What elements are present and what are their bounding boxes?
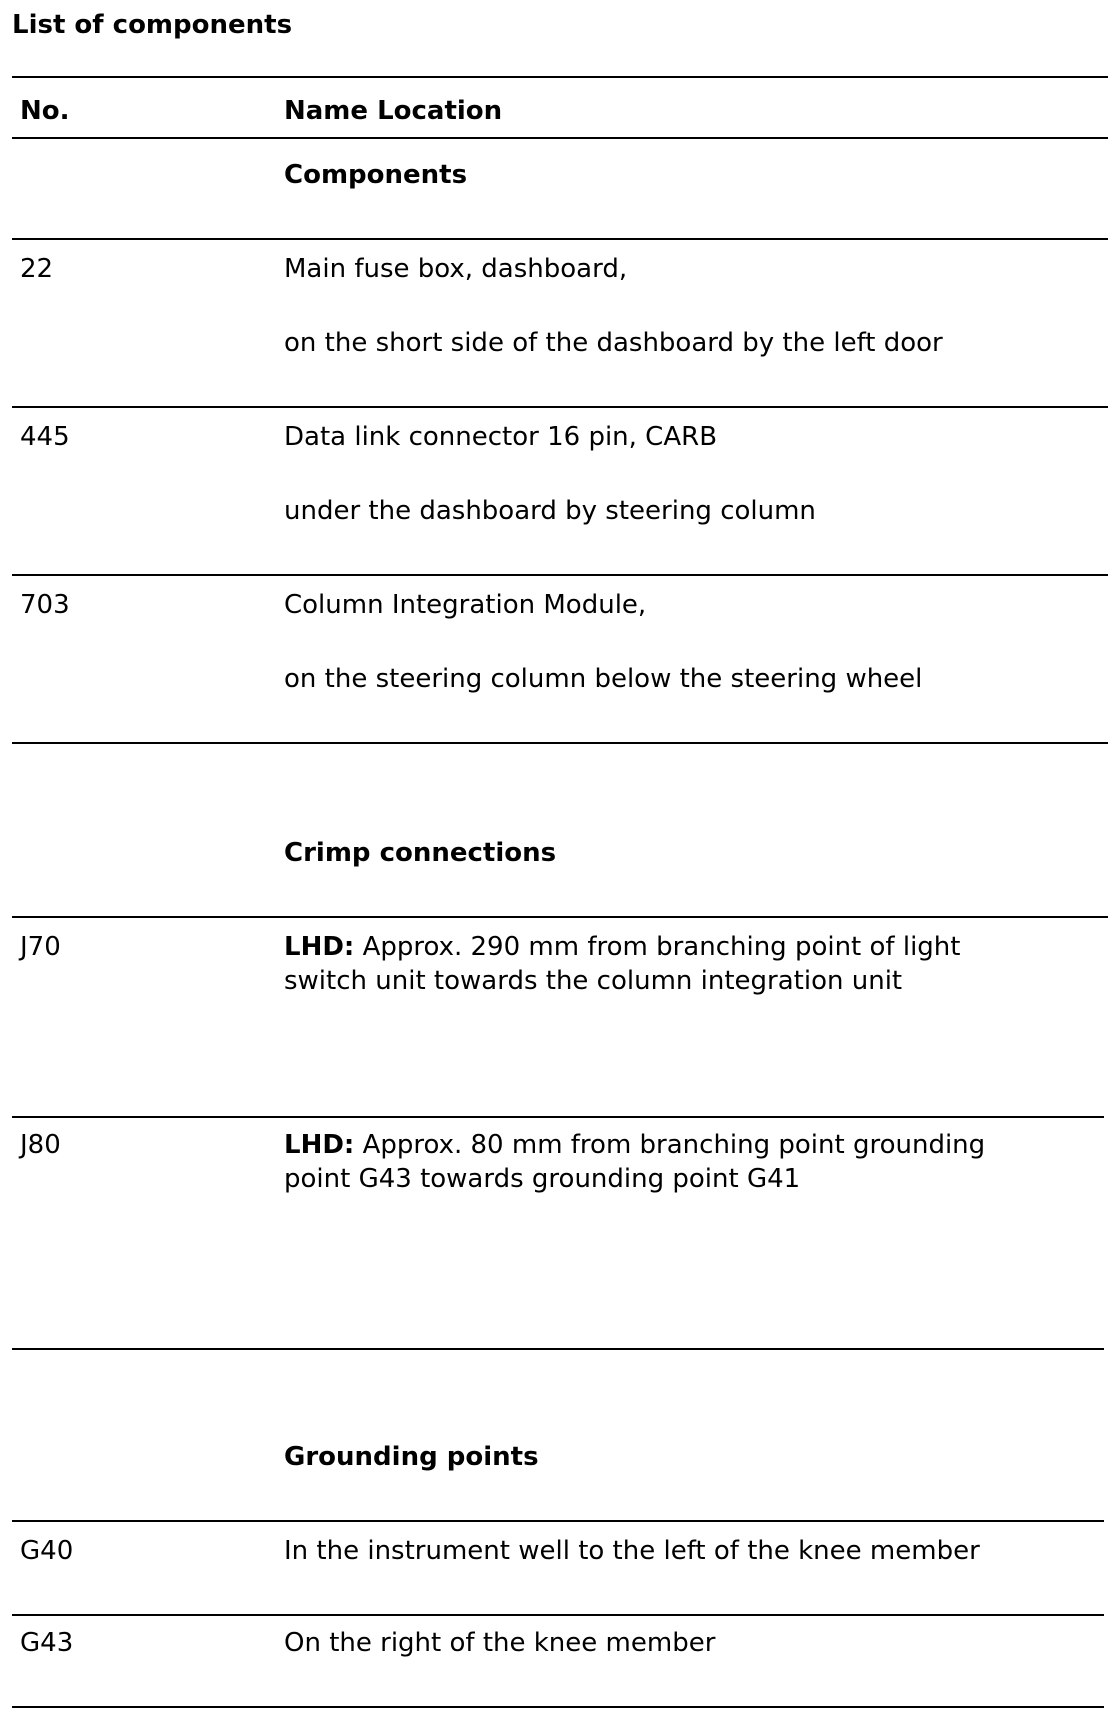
crimp-description-line2: switch unit towards the column integration unit xyxy=(284,966,903,996)
crimp-prefix: LHD: xyxy=(284,932,355,962)
header-bottom-rule xyxy=(12,137,1108,139)
section-heading-crimp-connections: Crimp connections xyxy=(284,838,557,868)
component-location: on the steering column below the steering wheel xyxy=(284,664,923,694)
grounding-no: G43 xyxy=(20,1628,74,1658)
column-header-name-location: Name Location xyxy=(284,96,503,126)
row-divider xyxy=(12,238,1108,240)
component-name: Column Integration Module, xyxy=(284,590,647,620)
component-name: Main fuse box, dashboard, xyxy=(284,254,628,284)
component-no: 22 xyxy=(20,254,54,284)
component-name: Data link connector 16 pin, CARB xyxy=(284,422,718,452)
crimp-description-line2: point G43 towards grounding point G41 xyxy=(284,1164,801,1194)
crimp-no: J80 xyxy=(20,1130,61,1160)
crimp-description-line1 xyxy=(284,930,960,964)
row-divider xyxy=(12,1520,1104,1522)
header-top-rule xyxy=(12,76,1108,78)
row-divider xyxy=(12,406,1108,408)
column-header-no: No. xyxy=(20,96,70,126)
row-divider xyxy=(12,1706,1104,1708)
component-no: 703 xyxy=(20,590,70,620)
component-location: under the dashboard by steering column xyxy=(284,496,816,526)
component-location: on the short side of the dashboard by the left door xyxy=(284,328,943,358)
row-divider xyxy=(12,1614,1104,1616)
grounding-location: In the instrument well to the left of the knee member xyxy=(284,1536,980,1566)
crimp-description-line1 xyxy=(284,1128,985,1162)
row-divider xyxy=(12,1116,1104,1118)
section-heading-grounding-points: Grounding points xyxy=(284,1442,539,1472)
crimp-text: Approx. 80 mm from branching point grounding xyxy=(354,1130,986,1160)
row-divider xyxy=(12,1348,1104,1350)
page-title: List of components xyxy=(12,10,293,40)
section-heading-components: Components xyxy=(284,160,468,190)
row-divider xyxy=(12,742,1108,744)
row-divider xyxy=(12,916,1108,918)
crimp-prefix: LHD: xyxy=(284,1130,355,1160)
crimp-text: Approx. 290 mm from branching point of light xyxy=(354,932,961,962)
component-no: 445 xyxy=(20,422,70,452)
grounding-no: G40 xyxy=(20,1536,74,1566)
grounding-location: On the right of the knee member xyxy=(284,1628,716,1658)
crimp-no: J70 xyxy=(20,932,61,962)
row-divider xyxy=(12,574,1108,576)
